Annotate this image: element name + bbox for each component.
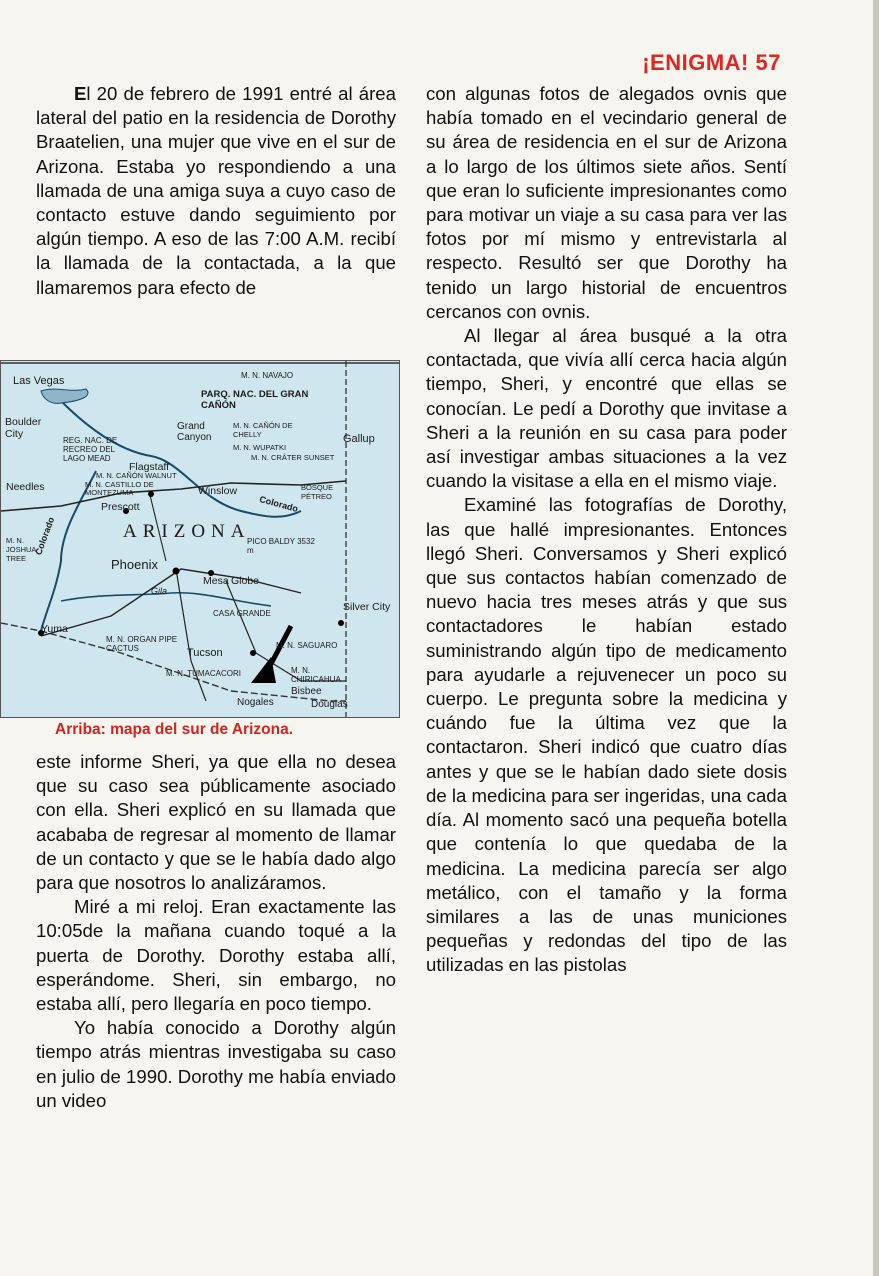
map-label-crater-sunset: M. N. CRÁTER SUNSET: [251, 453, 335, 462]
map-label-wupatki: M. N. WUPATKI: [233, 443, 287, 452]
drop-cap: E: [74, 83, 87, 104]
left-column-bottom: [36, 750, 396, 1113]
map-label-needles: Needles: [6, 481, 45, 493]
map-label-arizona: ARIZONA: [123, 521, 251, 542]
map-label-grand-canyon: Grand Canyon: [177, 421, 212, 443]
map-label-las-vegas: Las Vegas: [13, 375, 65, 387]
map-label-phoenix: Phoenix: [111, 557, 158, 572]
left-column-top: [36, 82, 396, 300]
map-label-montezuma: M. N. CASTILLO DE MONTEZUMA: [85, 480, 154, 497]
map-label-gallup: Gallup: [343, 433, 375, 445]
map-label-navajo: M. N. NAVAJO: [241, 371, 294, 380]
page-header: [642, 50, 781, 76]
map-label-nogales: Nogales: [237, 697, 274, 708]
map-label-gran-canon: PARQ. NAC. DEL GRAN CAÑÓN: [201, 389, 309, 411]
map-label-colorado-lower: Colorado: [33, 515, 57, 557]
map-label-gila: Gila: [151, 586, 168, 596]
paragraph-text: l 20 de febrero de 1991 entré al área lateral del patio en la residencia de Dorothy Braatelien, una mujer que vive en el sur de Arizona. Estaba yo respondiendo a una llamada de una amiga suya a cuyo caso de contacto estuve dando seguimiento por algún tiempo. A eso de las 7:00 A.M. recibí la llamada de la contactada, a la que llamaremos para efecto de: [36, 83, 396, 298]
map-label-casa-grande: CASA GRANDE: [213, 609, 271, 618]
map-label-boulder-city: Boulder City: [5, 416, 42, 440]
map-label-silver-city: Silver City: [343, 601, 391, 613]
map-label-mesa: Mesa: [203, 575, 229, 587]
map-label-colorado-river: Colorado: [258, 494, 300, 514]
map-label-flagstaff: Flagstaff: [129, 461, 170, 473]
map-label-tucson: Tucson: [187, 647, 223, 659]
map-label-prescott: Prescott: [101, 501, 140, 513]
map-label-walnut: M. N. CAÑÓN WALNUT: [96, 471, 177, 480]
page-number: 57: [755, 50, 781, 75]
paragraph: Yo había conocido a Dorothy algún tiempo atrás mientras investigaba su caso en julio de 1990. Dorothy me había enviado un video: [36, 1017, 396, 1111]
map-label-bosque-petreo: BOSQUE PÉTREO: [301, 483, 334, 501]
map-label-canon-chelly: M. N. CAÑÓN DE CHELLY: [233, 421, 293, 439]
paragraph: con algunas fotos de alegados ovnis que había tomado en el vecindario general de su área de residencia en el sur de Arizona a lo largo de los últimos siete años. Sentí que eran lo suficiente impresionantes como para motivar un viaje a su casa para ver las fotos por mí mismo y entrevistarla al respecto. Resultó ser que Dorothy ha tenido un largo historial de encuentros cercanos con ovnis.: [426, 83, 787, 322]
map-label-joshua-tree: M. N. JOSHUA TREE: [6, 536, 37, 563]
map-label-globe: Globe: [231, 575, 260, 587]
map-label-bisbee: Bisbee: [291, 686, 322, 697]
paragraph: Examiné las fotografías de Dorothy, las que hallé impresionantes. Entonces llegó Sheri. Conversamos y Sheri explicó que sus contactos habían comenzado de nuevo hacia tres meses atrás y que sus contactadores le habían estado suministrando algún tipo de medicamento para ayudarle a rejuvenecer un poco su cuerpo. Le pregunta sobre la medicina y cuándo fue la última vez que la contactaron. Sheri indicó que cuatro días antes y que se le habían dado siete dosis de la medicina para ser ingeridas, una cada día. Al momento sacó una pequeña botella que contenía lo que quedaba de la medicina. La medicina parecía ser algo metálico, con el tamaño y la forma similares a las de unas municiones pequeñas y redondas del tipo de las utilizadas en las pistolas: [426, 494, 787, 976]
map-label-lago-mead: REG. NAC. DE RECREO DEL LAGO MEAD: [63, 436, 118, 463]
paragraph: Miré a mi reloj. Eran exactamente las 10:05de la mañana cuando toqué a la puerta de Dorothy. Dorothy estaba allí, esperándome. Sheri, sin embargo, no estaba allí, pero llegaría en poco tiempo.: [36, 896, 396, 1015]
map-label-organ-pipe: M. N. ORGAN PIPE CACTUS: [106, 635, 178, 653]
map-label-saguaro: M. N. SAGUARO: [276, 641, 338, 650]
paragraph: este informe Sheri, ya que ella no desea que su caso sea públicamente asociado con ella. Sheri explicó en su llamada que acababa de regresar al momento de llamar de un contacto y que se le había dado algo para que nosotros lo analizáramos.: [36, 751, 396, 894]
arizona-map: [0, 360, 400, 718]
map-label-chiricahua: M. N. CHIRICAHUA: [291, 666, 341, 684]
right-column: [426, 82, 787, 978]
map-label-yuma: Yuma: [41, 623, 68, 635]
lake-mead: [41, 389, 88, 403]
paragraph: [36, 82, 396, 300]
paragraph: Al llegar al área busqué a la otra contactada, que vivía allí cerca hacia algún tiempo, Sheri, y encontré que ellas se conocían. Le pedí a Dorothy que invitase a Sheri a la reunión en su casa para poder así investigar ambas situaciones a la vez cuando la visitase a ella en el mismo viaje.: [426, 325, 787, 492]
map-label-douglas: Douglas: [311, 699, 348, 710]
map-caption: Arriba: mapa del sur de Arizona.: [55, 721, 294, 738]
magazine-name: ¡ENIGMA!: [642, 50, 749, 75]
map-label-winslow: Winslow: [198, 485, 238, 497]
map-label-tumacacori: M. N. TUMACACORI: [166, 669, 241, 678]
highway-8-10: [41, 569, 301, 636]
map-label-pico-baldy: PICO BALDY 3532 m: [247, 537, 315, 555]
